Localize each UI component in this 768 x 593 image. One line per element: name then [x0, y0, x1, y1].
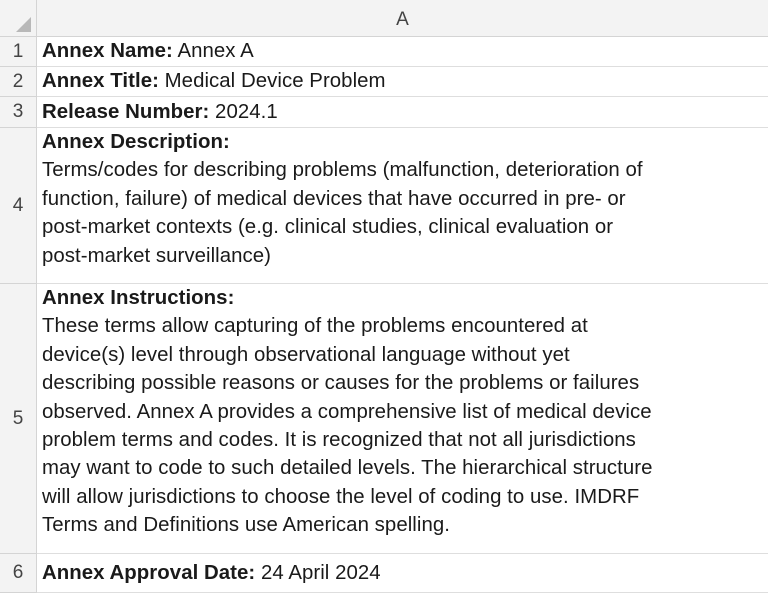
annex-name-label: Annex Name: [42, 40, 173, 63]
column-header-a[interactable]: A [37, 0, 768, 37]
cell-a2[interactable] [37, 67, 768, 97]
annex-instructions-label: Annex Instructions: [42, 287, 235, 309]
annex-description-line: function, failure) of medical devices that have occurred in pre- or [42, 187, 626, 210]
select-all-corner[interactable] [0, 0, 37, 37]
annex-instructions-line: observed. Annex A provides a comprehensive list of medical device [42, 400, 652, 423]
cell-a1[interactable] [37, 37, 768, 67]
annex-title-value: Medical Device Problem [158, 70, 386, 93]
annex-instructions-line: problem terms and codes. It is recognized that not all jurisdictions [42, 429, 636, 452]
row-header-6[interactable]: 6 [0, 554, 37, 593]
row-header-1[interactable]: 1 [0, 37, 37, 67]
cell-a5[interactable] [37, 284, 768, 554]
release-number-label: Release Number: [42, 100, 210, 123]
annex-description-line: Terms/codes for describing problems (malfunction, deterioration of [42, 159, 643, 182]
cell-a4[interactable] [37, 128, 768, 284]
annex-instructions-line: describing possible reasons or causes for the problems or failures [42, 372, 640, 395]
annex-instructions-line: device(s) level through observational language without yet [42, 343, 570, 366]
row-header-2[interactable]: 2 [0, 67, 37, 97]
cell-a6[interactable] [37, 554, 768, 593]
annex-approval-date-value: 24 April 2024 [255, 561, 381, 584]
annex-description-line: post-market contexts (e.g. clinical studies, clinical evaluation or [42, 216, 614, 239]
annex-instructions-line: may want to code to such detailed levels. The hierarchical structure [42, 457, 653, 480]
annex-name-value: Annex A [172, 40, 254, 63]
row-header-4[interactable]: 4 [0, 128, 37, 284]
annex-instructions-line: These terms allow capturing of the problems encountered at [42, 315, 588, 338]
annex-title-label: Annex Title: [42, 70, 159, 93]
release-number-value: 2024.1 [209, 100, 278, 123]
annex-description-line: post-market surveillance) [42, 244, 272, 267]
row-header-5[interactable]: 5 [0, 284, 37, 554]
annex-approval-date-label: Annex Approval Date: [42, 561, 256, 584]
annex-instructions-line: will allow jurisdictions to choose the level of coding to use. IMDRF [42, 485, 640, 508]
row-header-3[interactable]: 3 [0, 97, 37, 128]
annex-description-label: Annex Description: [42, 131, 230, 153]
select-all-triangle-icon [0, 0, 37, 37]
annex-instructions-line: Terms and Definitions use American spelling. [42, 514, 450, 537]
cell-a3[interactable] [37, 97, 768, 128]
